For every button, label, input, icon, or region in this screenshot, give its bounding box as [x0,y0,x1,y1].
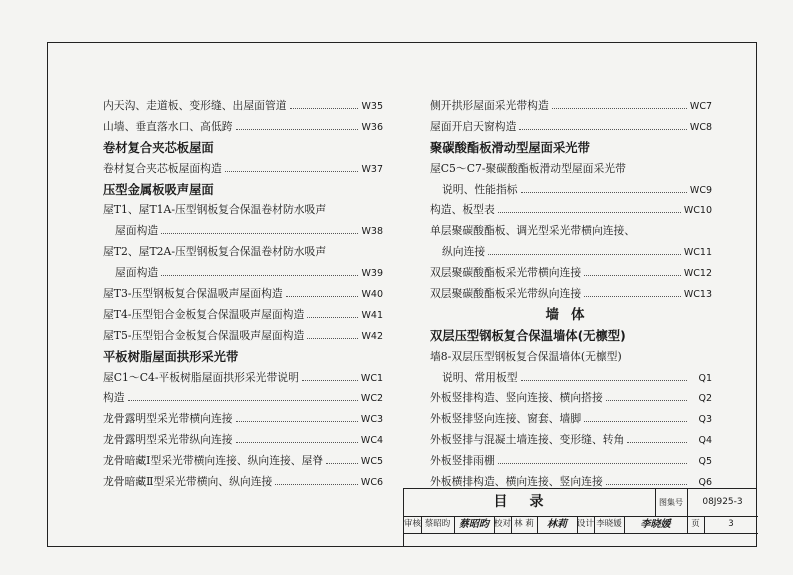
dot-leader [521,180,687,193]
toc-entry-title: 龙骨露明型采光带纵向连接 [103,433,233,447]
dot-leader [498,451,687,464]
drawing-code: WC12 [683,268,712,280]
dot-leader [606,472,687,485]
toc-entry [430,284,712,305]
dot-leader [552,96,687,109]
dot-leader [302,368,358,381]
drawing-code: Q3 [698,414,712,426]
dot-leader [521,368,687,381]
toc-entry-title: 外板横排构造、横向连接、竖向连接 [430,475,603,489]
dot-leader [307,326,358,339]
page-number: 3 [728,519,734,529]
toc-entry-title: 屋面构造 [115,224,159,238]
design-label: 设计 [577,516,595,533]
toc-entry [103,326,383,347]
toc-entry-title: 屋面开启天窗构造 [430,119,517,133]
toc-entry [430,242,712,263]
drawing-code: Q5 [698,456,712,468]
atlas-number-label: 图集号 [655,489,688,517]
drawing-code: WC2 [360,393,383,405]
toc-entry-line: 单层聚碳酸酯板、调光型采光带横向连接、 [430,224,636,238]
toc-entry [103,430,383,451]
dot-leader [326,451,358,464]
review-label: 审核 [404,516,422,533]
section-heading: 卷材复合夹芯板屋面 [103,140,214,155]
toc-entry-title: 卷材复合夹芯板屋面构造 [103,161,222,175]
checker-signature: 林莉 [537,516,578,533]
toc-entry-line: 屋C5～C7-聚碳酸酯板滑动型屋面采光带 [430,161,626,175]
dot-leader [286,284,358,297]
toc-entry-line: 墙8-双层压型钢板复合保温墙体(无檩型) [430,349,622,363]
dot-leader [290,96,358,109]
toc-entry [103,159,383,180]
toc-entry-title: 内天沟、走道板、变形缝、出屋面管道 [103,99,287,112]
toc-entry [430,430,712,451]
toc-right-column [430,96,712,493]
toc-entry-title: 屋T4-压型铝合金板复合保温吸声屋面构造 [103,307,305,321]
drawing-code: WC9 [689,184,712,196]
drawing-code: W42 [361,330,383,342]
drawing-code: W35 [361,101,383,112]
dot-leader [498,200,681,213]
drawing-code: W39 [361,268,383,280]
drawing-code: WC8 [689,121,712,133]
toc-entry-title: 外板竖排雨棚 [430,454,495,468]
section-heading: 双层压型钢板复合保温墙体(无檩型) [430,328,626,343]
toc-entry-title: 屋面构造 [115,266,159,280]
dot-leader [307,305,358,318]
dot-leader [519,117,687,130]
toc-entry [103,388,383,409]
reviewer-signature: 蔡昭昀 [454,516,495,533]
toc-entry-title: 双层聚碳酸酯板采光带横向连接 [430,266,582,280]
toc-entry-title: 屋T5-压型铝合金板复合保温吸声屋面构造 [103,328,305,342]
toc-entry [430,368,712,389]
atlas-number: 08J925-3 [687,489,758,517]
dot-leader [627,430,687,443]
toc-entry-title: 双层聚碳酸酯板采光带纵向连接 [430,287,582,301]
drawing-code: WC6 [360,477,383,489]
section-heading: 压型金属板吸声屋面 [103,182,214,197]
toc-entry-title: 外板竖排竖向连接、窗套、墙脚 [430,412,582,426]
page-label: 页 [687,516,705,533]
toc-entry [103,305,383,326]
dot-leader [584,263,681,276]
drawing-code: WC1 [360,372,383,384]
toc-entry [103,221,383,242]
dot-leader [236,430,358,443]
dot-leader [225,159,358,172]
drawing-code: WC11 [683,247,712,259]
drawing-code: W37 [361,163,383,175]
dot-leader [161,263,358,276]
toc-entry [103,263,383,284]
toc-entry [103,117,383,138]
toc-entry [430,263,712,284]
toc-entry-title: 外板竖排构造、竖向连接、横向搭接 [430,391,603,405]
section-heading: 聚碳酸酯板滑动型屋面采光带 [430,140,590,155]
toc-entry-line: 屋T2、屋T2A-压型钢板复合保温卷材防水吸声 [103,245,327,259]
toc-entry [430,96,712,117]
dot-leader [584,284,681,297]
toc-entry [430,117,712,138]
designer-name: 李晓媛 [594,516,625,533]
drawing-code: W40 [361,289,383,301]
drawing-code: Q6 [698,477,712,489]
title-block-title: 目录 [404,489,656,517]
drawing-code: W38 [361,226,383,238]
toc-entry-title: 纵向连接 [442,245,486,259]
toc-entry-title: 说明、常用板型 [442,370,518,384]
toc-entry-title: 屋T3-压型钢板复合保温吸声屋面构造 [103,287,283,301]
reviewer-name: 蔡昭昀 [421,516,455,533]
toc-entry-title: 构造 [103,391,125,405]
drawing-code: Q2 [698,393,712,405]
toc-entry [430,200,712,221]
drawing-code: W41 [361,309,383,321]
chapter-heading: 墙体 [545,306,597,323]
toc-entry [103,368,383,389]
toc-entry-title: 构造、板型表 [430,203,495,217]
designer-signature: 李晓媛 [624,516,688,533]
toc-entry [430,388,712,409]
toc-entry [103,284,383,305]
toc-entry [103,96,383,117]
toc-entry-title: 外板竖排与混凝土墙连接、变形缝、转角 [430,433,625,447]
dot-leader [161,221,358,234]
toc-entry-title: 屋C1～C4-平板树脂屋面拱形采光带说明 [103,370,299,384]
signature-row [404,516,758,534]
checker-name: 林 莉 [511,516,538,533]
dot-leader [128,388,358,401]
dot-leader [236,409,358,422]
dot-leader [236,117,358,130]
toc-entry [430,451,712,472]
dot-leader [275,472,358,485]
dot-leader [584,409,687,422]
toc-entry-line: 屋T1、屋T1A-压型钢板复合保温卷材防水吸声 [103,203,327,217]
section-heading: 平板树脂屋面拱形采光带 [103,349,239,364]
toc-entry-title: 龙骨暗藏Ⅱ型采光带横向、纵向连接 [103,475,273,489]
drawing-code: WC4 [360,435,383,447]
toc-entry-title: 龙骨暗藏Ⅰ型采光带横向连接、纵向连接、屋脊 [103,454,324,468]
drawing-code: WC10 [683,205,712,217]
drawing-code: WC7 [689,101,712,112]
toc-entry [103,409,383,430]
dot-leader [488,242,681,255]
drawing-code: W36 [361,121,383,133]
toc-entry-title: 说明、性能指标 [442,182,518,196]
drawing-code: WC13 [683,289,712,301]
drawing-code: Q4 [698,435,712,447]
toc-left-column [103,96,383,493]
toc-entry-title: 山墙、垂直落水口、高低跨 [103,119,233,133]
dot-leader [606,388,687,401]
drawing-code: WC5 [360,456,383,468]
drawing-code: WC3 [360,414,383,426]
toc-entry [430,409,712,430]
toc-entry [103,472,383,493]
toc-entry [430,180,712,201]
drawing-code: Q1 [698,372,712,384]
title-block [403,488,757,547]
toc-entry-title: 龙骨露明型采光带横向连接 [103,412,233,426]
check-label: 校对 [494,516,512,533]
toc-entry-title: 侧开拱形屋面采光带构造 [430,99,549,112]
toc-entry [103,451,383,472]
